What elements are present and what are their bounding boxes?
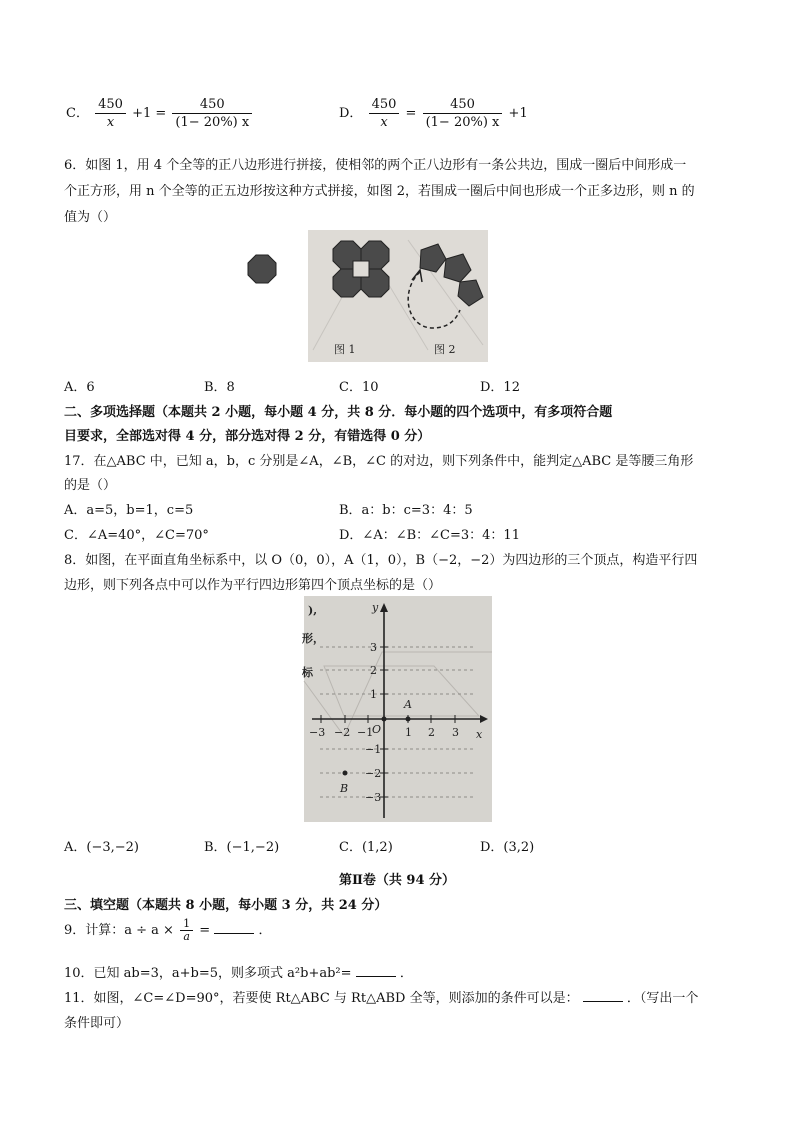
q11-line1: 11．如图，∠C=∠D=90°，若要使 Rt△ABC 与 Rt△ABD 全等，则添加的条件可以是： ．（写出一个 [64,991,699,1006]
q9: 9．计算：a ÷ a × $\frac{1}{a}$ = ． [64,917,272,943]
q10: 10．已知 ab=3，a+b=5，则多项式 a²b+ab²= ． [64,966,413,981]
y-tick-label: −2 [365,767,382,780]
answer-blank[interactable] [356,964,396,977]
option-label: C． [66,106,89,121]
y-tick-label: 3 [370,641,377,654]
figure1-label: 图 1 [334,343,356,356]
y-tick-label: 2 [370,664,377,677]
x-tick-label: 2 [428,726,435,739]
point-b [343,771,348,776]
figure2-label: 图 2 [434,343,456,356]
q5-option-d: D． $\frac{450}{x}$ = $\frac{450}{(1- 20\%) x}$ +1 [339,97,528,130]
q7-line1: 17．在△ABC 中，已知 a，b，c 分别是∠A，∠B，∠C 的对边，则下列条件中，能判定△ABC 是等腰三角形 [64,454,694,469]
q11-line2: 条件即可） [64,1016,130,1031]
q6-line2: 个正方形，用 n 个全等的正五边形按这种方式拼接，如图 2，若围成一圈后中间也形成一个正多边形，则 n 的 [64,184,695,199]
point-b-label: B [340,782,349,795]
q6-line1: 6．如图 1，用 4 个全等的正八边形进行拼接，使相邻的两个正八边形有一条公共边，围成一圈后中间形成一 [64,158,687,173]
origin-label: O [372,723,382,736]
coordinate-graph [304,596,492,822]
x-tick-label: −2 [334,726,351,739]
q6-option-c: C．10 [339,380,379,395]
q8-line2: 边形，则下列各点中可以作为平行四边形第四个顶点坐标的是（） [64,578,442,593]
coordinate-graph-svg [304,596,492,822]
y-tick-label: −3 [365,791,382,804]
fraction: $\frac{450}{(1- 20\%) x}$ [423,96,503,131]
y-axis-arrow-icon [380,603,388,612]
octagon-shape [248,255,276,283]
center-square [353,261,369,277]
fraction: $\frac{450}{x}$ [95,96,126,131]
q8-option-b: B．(−1,−2) [204,840,280,855]
x-axis-label: x [476,728,483,741]
section2-heading-line1: 二、多项选择题（本题共 2 小题，每小题 4 分，共 8 分．每小题的四个选项中，有多项符合题 [64,405,613,420]
q7-option-b: B．a：b：c=3：4：5 [339,503,473,518]
section2-heading-line2: 目要求，全部选对得 4 分，部分选对得 2 分，有错选得 0 分） [64,429,431,444]
q8-option-d: D．(3,2) [480,840,535,855]
dashed-arc [408,272,460,328]
point-a-label: A [404,698,412,711]
pentagon-shape [458,280,483,306]
edge-text: 标 [302,666,313,679]
answer-blank[interactable] [214,921,254,934]
point-a [406,717,411,722]
pentagon-shape [444,254,471,282]
q7-option-a: A．a=5，b=1，c=5 [64,503,194,518]
q8-option-a: A．(−3,−2) [64,840,139,855]
answer-blank[interactable] [583,989,623,1002]
fraction: $\frac{1}{a}$ [180,918,193,943]
octagon-pentagon-figure [308,230,488,362]
q6-option-b: B．8 [204,380,235,395]
x-tick-label: 3 [452,726,459,739]
section3-heading: 三、填空题（本题共 8 小题，每小题 3 分，共 24 分） [64,898,388,913]
tiling-figure-svg [308,230,488,362]
edge-text: 形， [302,632,324,645]
y-tick-label: −1 [365,743,382,756]
q7-line2: 的是（） [64,478,117,493]
option-label: D． [339,106,363,121]
q6-option-d: D．12 [480,380,520,395]
q7-option-d: D．∠A：∠B：∠C=3：4：11 [339,528,520,543]
q5-option-c: C． $\frac{450}{x}$ +1 = $\frac{450}{(1- 20\%) x}$ [66,96,254,131]
q6-option-a: A．6 [64,380,95,395]
x-tick-label: 1 [405,726,412,739]
x-tick-label: −1 [357,726,374,739]
edge-text: ), [308,604,318,617]
y-tick-label: 1 [370,688,377,701]
part2-title: 第Ⅱ卷（共 94 分） [338,873,456,888]
pentagon-shape [420,244,446,272]
fraction: $\frac{450}{x}$ [369,96,400,131]
q6-line3: 值为（） [64,210,117,225]
point-o [382,717,387,722]
fraction: $\frac{450}{(1- 20\%) x}$ [172,96,252,131]
x-axis-arrow-icon [480,715,488,723]
y-axis-label: y [372,601,379,614]
x-tick-label: −3 [309,726,326,739]
q8-line1: 8．如图，在平面直角坐标系中，以 O（0，0），A（1，0），B（−2，−2）为四边形的三个顶点，构造平行四 [64,553,698,568]
q7-option-c: C．∠A=40°，∠C=70° [64,528,209,543]
q8-option-c: C．(1,2) [339,840,393,855]
